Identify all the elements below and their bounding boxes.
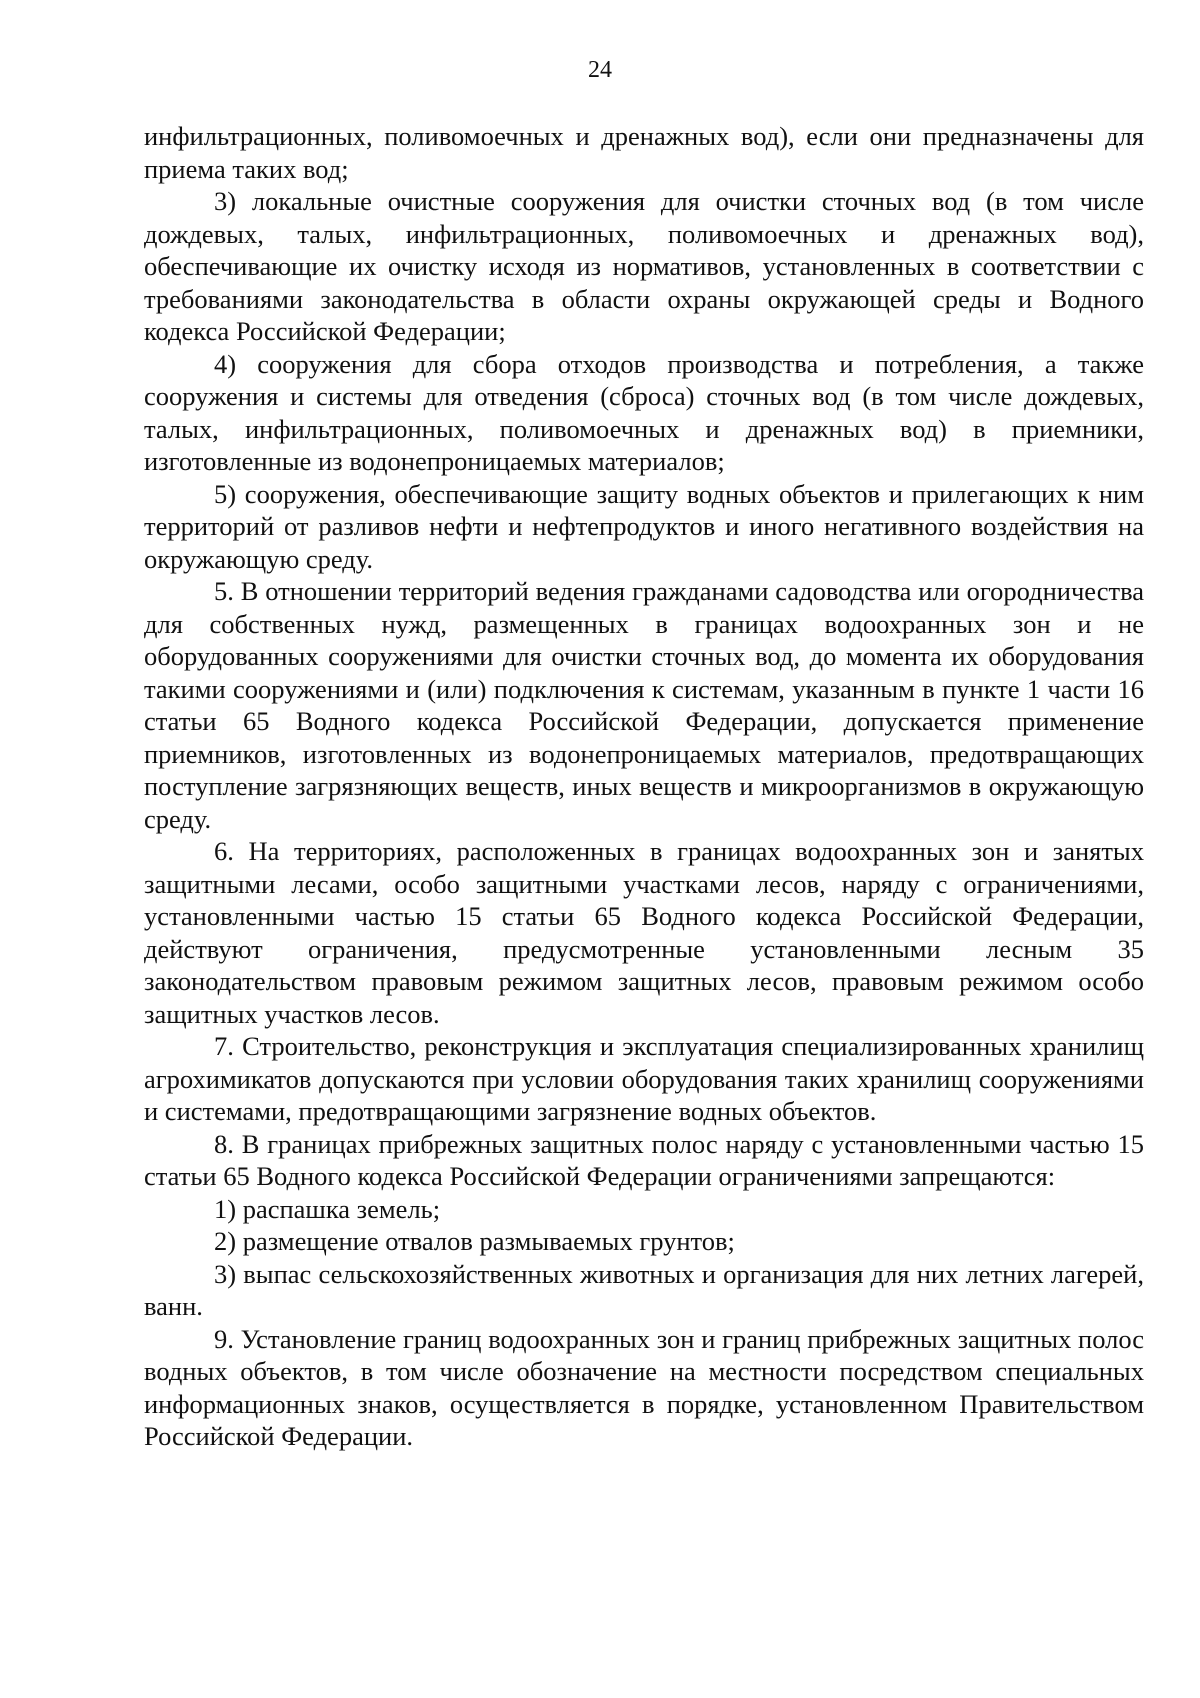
paragraph-continuation: инфильтрационных, поливомоечных и дренажных вод), если они предназначены для приема таких вод; — [144, 121, 1144, 184]
paragraph-item-4-waste-collection: 4) сооружения для сбора отходов производства и потребления, а также сооружения и системы для отведения (сброса) сточных вод (в том числе дождевых, талых, инфильтрационных, поливомоечных и дренажных вод) в приемники, изготовленные из водонепроницаемых материалов; — [144, 348, 1144, 476]
document-body — [144, 120, 1144, 1453]
paragraph-clause-5: 5. В отношении территорий ведения гражданами садоводства или огородничества для собственных нужд, размещенных в границах водоохранных зон и не оборудованных сооружениями для очистки сточных вод, до момента их оборудования такими сооружениями и (или) подключения к системам, указанным в пункте 1 части 16 статьи 65 Водного кодекса Российской Федерации, допускается применение приемников, изготовленных из водонепроницаемых материалов, предотвращающих поступление загрязняющих веществ, иных веществ и микроорганизмов в окружающую среду. — [144, 576, 1144, 834]
paragraph-clause-9: 9. Установление границ водоохранных зон и границ прибрежных защитных полос водных объектов, в том числе обозначение на местности посредством специальных информационных знаков, осуществляется в порядке, установленном Правительством Российской Федерации. — [144, 1323, 1144, 1451]
paragraph-clause-8-item-1: 1) распашка земель; — [214, 1193, 441, 1224]
paragraph-clause-8: 8. В границах прибрежных защитных полос наряду с установленными частью 15 статьи 65 Водного кодекса Российской Федерации ограничениями запрещаются: — [144, 1128, 1144, 1191]
paragraph-item-5-oil-spill-protection: 5) сооружения, обеспечивающие защиту водных объектов и прилегающих к ним территорий от разливов нефти и нефтепродуктов и иного негативного воздействия на окружающую среду. — [144, 478, 1144, 574]
paragraph-clause-8-item-3: 3) выпас сельскохозяйственных животных и организация для них летних лагерей, ванн. — [144, 1258, 1144, 1321]
paragraph-item-3-treatment-facilities: 3) локальные очистные сооружения для очистки сточных вод (в том числе дождевых, талых, инфильтрационных, поливомоечных и дренажных вод), обеспечивающие их очистку исходя из нормативов, установленных в соответствии с требованиями законодательства в области охраны окружающей среды и Водного кодекса Российской Федерации; — [144, 186, 1144, 346]
paragraph-clause-8-item-2: 2) размещение отвалов размываемых грунтов; — [214, 1226, 735, 1256]
paragraph-clause-6: 6. На территориях, расположенных в границах водоохранных зон и занятых защитными лесами, особо защитными участками лесов, наряду с ограничениями, установленными частью 15 статьи 65 Водного кодекса Российской Федерации, действуют ограничения, предусмотренные установленными лесным 35 законодательством правовым режимом защитных лесов, правовым режимом особо защитных участков лесов. — [144, 836, 1144, 1029]
page-number: 24 — [588, 57, 612, 83]
paragraph-clause-7: 7. Строительство, реконструкция и эксплуатация специализированных хранилищ агрохимикатов допускаются при условии оборудования таких хранилищ сооружениями и системами, предотвращающими загрязнение водных объектов. — [144, 1031, 1144, 1126]
